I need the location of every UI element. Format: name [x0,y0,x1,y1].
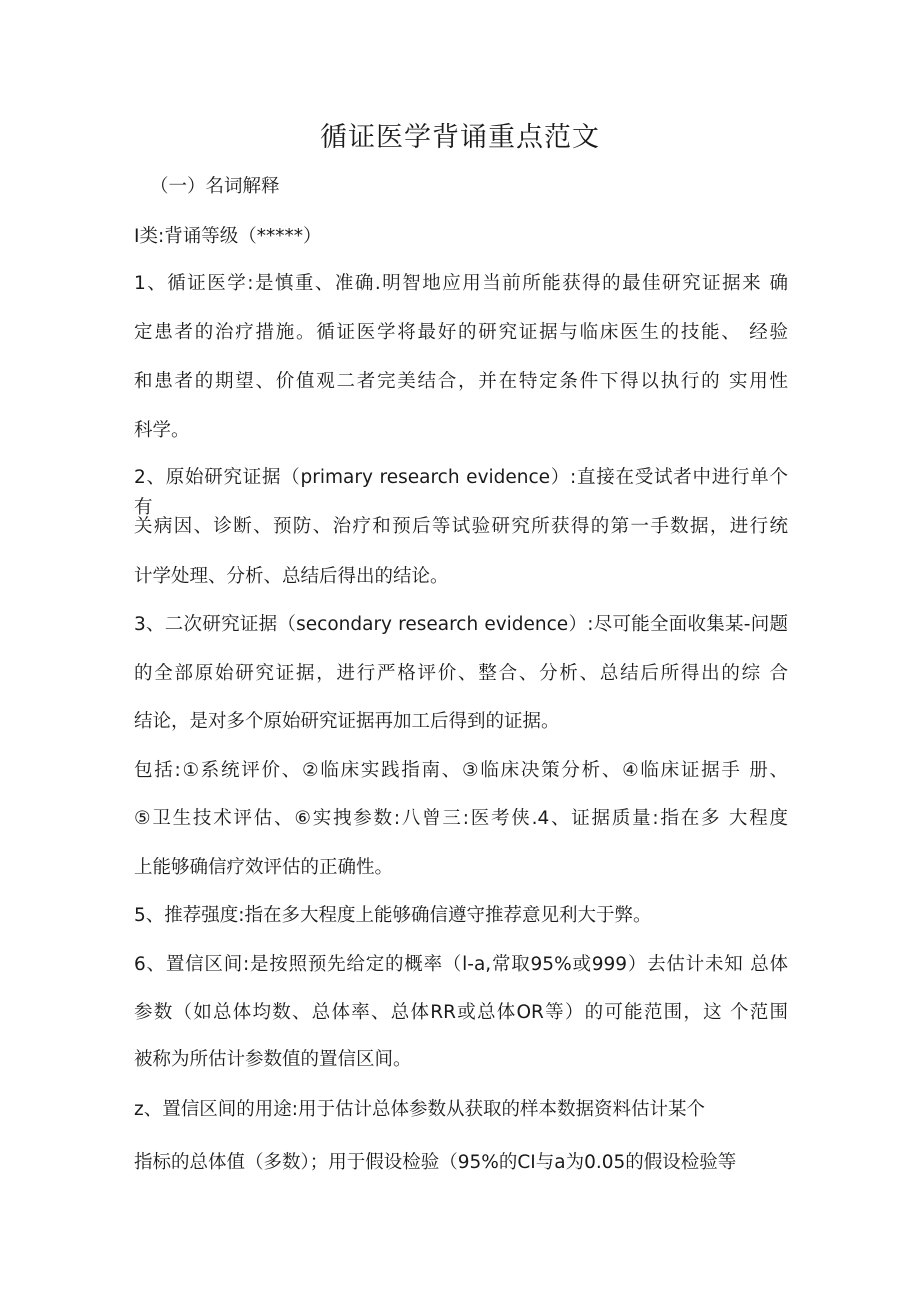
text-line: 科学。 [134,420,190,441]
category-line: I类:背诵等级（*****） [134,226,322,247]
text-line: 定患者的治疗措施。循证医学将最好的研究证据与临床医生的技能、 经验 [134,322,788,343]
text-line: 被称为所估计参数值的置信区间。 [134,1049,412,1070]
text-line: 关病因、诊断、预防、治疗和预后等试验研究所获得的第一手数据，进行统 [134,516,788,537]
text-line: 包括:①系统评价、②临床实践指南、③临床决策分析、④临床证据手 册、 [134,760,788,781]
text-line: 的全部原始研究证据，进行严格评价、整合、分析、总结后所得出的综 合 [134,663,788,684]
text-line: ⑤卫生技术评估、⑥实拽参数:八曾三:医考侠.4、证据质量:指在多 大程度 [134,808,788,829]
text-line: 和患者的期望、价值观二者完美结合，并在特定条件下得以执行的 实用性 [134,371,788,392]
text-line: 6、置信区间:是按照预先给定的概率（l-a,常取95%或999）去估计未知 总体 [134,954,788,975]
text-line: 3、二次研究证据（secondary research evidence）:尽可能全面收集某-问题 [134,614,788,635]
text-line: 2、原始研究证据（primary research evidence）:直接在受试者中进行单个 有 [134,467,788,518]
text-line: 1、循证医学:是慎重、准确.明智地应用当前所能获得的最佳研究证据来 确 [134,273,788,294]
document-title: 循证医学背诵重点范文 [320,122,600,153]
text-line: z、置信区间的用途:用于估计总体参数从获取的样本数据资料估计某个 [134,1099,705,1120]
text-line: 计学处理、分析、总结后得出的结论。 [134,566,449,587]
text-line: 5、推荐强度:指在多大程度上能够确信遵守推荐意见利大于弊。 [134,905,652,926]
text-line: 结论，是对多个原始研究证据再加工后得到的证据。 [134,711,560,732]
text-line: 指标的总体值（多数）；用于假设检验（95%的CI与a为0.05的假设检验等 [134,1152,737,1173]
text-line: 上能够确信疗效评估的正确性。 [134,857,394,878]
text-line: 参数（如总体均数、总体率、总体RR或总体OR等）的可能范围，这 个范围 [134,1002,788,1023]
section-heading: （一）名词解释 [150,176,280,197]
